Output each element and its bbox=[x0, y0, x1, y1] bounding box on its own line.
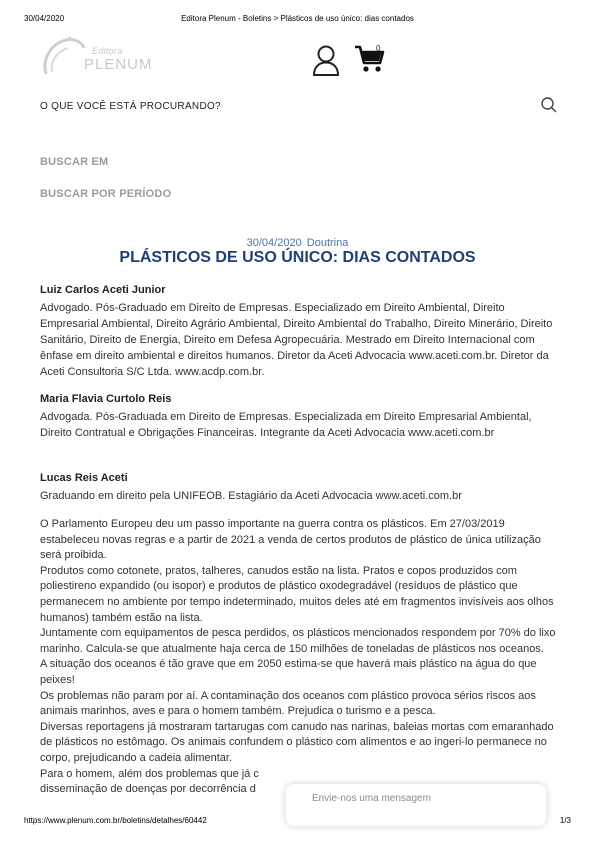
print-page-number: 1/3 bbox=[559, 816, 571, 825]
shopping-cart-icon bbox=[354, 44, 386, 74]
author-block bbox=[40, 283, 560, 380]
user-icon bbox=[312, 44, 340, 76]
article-paragraph: A situação dos oceanos é tão grave que em 2050 estima-se que haverá mais plástico na água do que peixes! bbox=[40, 658, 537, 686]
article-paragraph: Os problemas não param por aí. A contaminação dos oceanos com plástico provoca sérios riscos aos animais marinhos, aves e para o homem também. Prejudica o turismo e a pesca. bbox=[40, 689, 536, 718]
plenum-logo-mark-icon bbox=[40, 34, 90, 80]
author-bio: Advogada. Pós-Graduada em Direito de Empresas. Especializada em Direito Empresarial Ambiental, Direito Contratual e Obrigações Financeiras. Integrante da Aceti Advocacia www.aceti.com.br bbox=[40, 411, 532, 439]
author-bio: Advogado. Pós-Graduado em Direito de Empresas. Especializado em Direito Ambiental, Direito Empresarial Ambiental, Direito Agrário Ambiental, Direito Ambiental do Trabalho, Direito Minerário, Direito Sanitário, Direito de Energia, Direito em Defesa Agropecuária. Mestrado em Direito Internacional com ênfase em direito ambiental e direitos humanos. Diretor da Aceti Advocacia www.aceti.com.br. Diretor da Aceti Consultoria S/C Ltda. www.acdp.com.br. bbox=[40, 302, 553, 378]
article-meta bbox=[0, 237, 595, 249]
author-name: Luiz Carlos Aceti Junior bbox=[40, 284, 166, 296]
author-name: Maria Flavia Curtolo Reis bbox=[40, 393, 172, 405]
article-paragraph: O Parlamento Europeu deu um passo importante na guerra contra os plásticos. Em 27/03/2019 estabeleceu novas regras e a partir de 2021 a venda de certos produtos de plástico de única utilização será proibida. bbox=[40, 518, 541, 562]
article-date: 30/04/2020 bbox=[246, 237, 302, 249]
author-block bbox=[40, 392, 560, 441]
article-paragraph: Diversas reportagens já mostraram tartarugas com canudo nas narinas, baleias mortas com emaranhado de plásticos no estômago. Os animais confundem o plástico com alimentos e ao ingeri-lo permanece no corpo, prejudicando a cadeia alimentar. bbox=[40, 720, 554, 764]
logo-small-text: Editora bbox=[92, 46, 123, 56]
print-footer bbox=[24, 816, 571, 828]
author-bio: Graduando em direito pela UNIFEOB. Estagiário da Aceti Advocacia www.aceti.com.br bbox=[40, 490, 462, 502]
logo-big-text: PLENUM bbox=[84, 56, 153, 73]
article-paragraph: disseminação de doenças por decorrência d bbox=[40, 783, 256, 796]
cart-button[interactable] bbox=[354, 44, 386, 74]
search-icon[interactable] bbox=[540, 96, 558, 114]
print-url: https://www.plenum.com.br/boletins/detalhes/60442 bbox=[24, 816, 207, 825]
author-name: Lucas Reis Aceti bbox=[40, 472, 128, 484]
search-bar[interactable] bbox=[40, 96, 560, 118]
article-paragraph: Para o homem, além dos problemas que já c bbox=[40, 767, 259, 780]
account-button[interactable] bbox=[312, 44, 340, 76]
print-date: 30/04/2020 bbox=[24, 14, 65, 23]
print-header bbox=[24, 14, 571, 26]
article-body bbox=[40, 517, 560, 798]
chat-message-input[interactable] bbox=[312, 793, 532, 804]
search-period-filter[interactable]: BUSCAR POR PERÍODO bbox=[40, 188, 172, 200]
article-paragraph: Juntamente com equipamentos de pesca perdidos, os plásticos mencionados respondem por 70% do lixo marinho. Calcula-se que atualmente haja cerca de 150 milhões de toneladas de plásticos nos oceanos. bbox=[40, 627, 556, 655]
site-logo[interactable] bbox=[40, 34, 153, 80]
search-input[interactable]: O QUE VOCÊ ESTÁ PROCURANDO? bbox=[40, 101, 221, 112]
print-document-title: Editora Plenum - Boletins > Plásticos de uso único: dias contados bbox=[181, 14, 414, 23]
article-title: PLÁSTICOS DE USO ÚNICO: DIAS CONTADOS bbox=[119, 249, 476, 266]
author-block bbox=[40, 471, 560, 504]
article-category[interactable]: Doutrina bbox=[306, 237, 349, 249]
search-in-filter[interactable]: BUSCAR EM bbox=[40, 156, 109, 168]
cart-count-badge: 0 bbox=[376, 44, 381, 53]
article-paragraph: Produtos como cotonete, pratos, talheres, canudos estão na lista. Pratos e copos produzidos com poliestireno expandido (ou isopor) e produtos de plástico oxodegradável (resíduos de plástico que permanecem no ambiente por tempo indeterminado, muitos deles até em fragmentos invisíveis aos olhos humanos) também estão na lista. bbox=[40, 564, 554, 624]
